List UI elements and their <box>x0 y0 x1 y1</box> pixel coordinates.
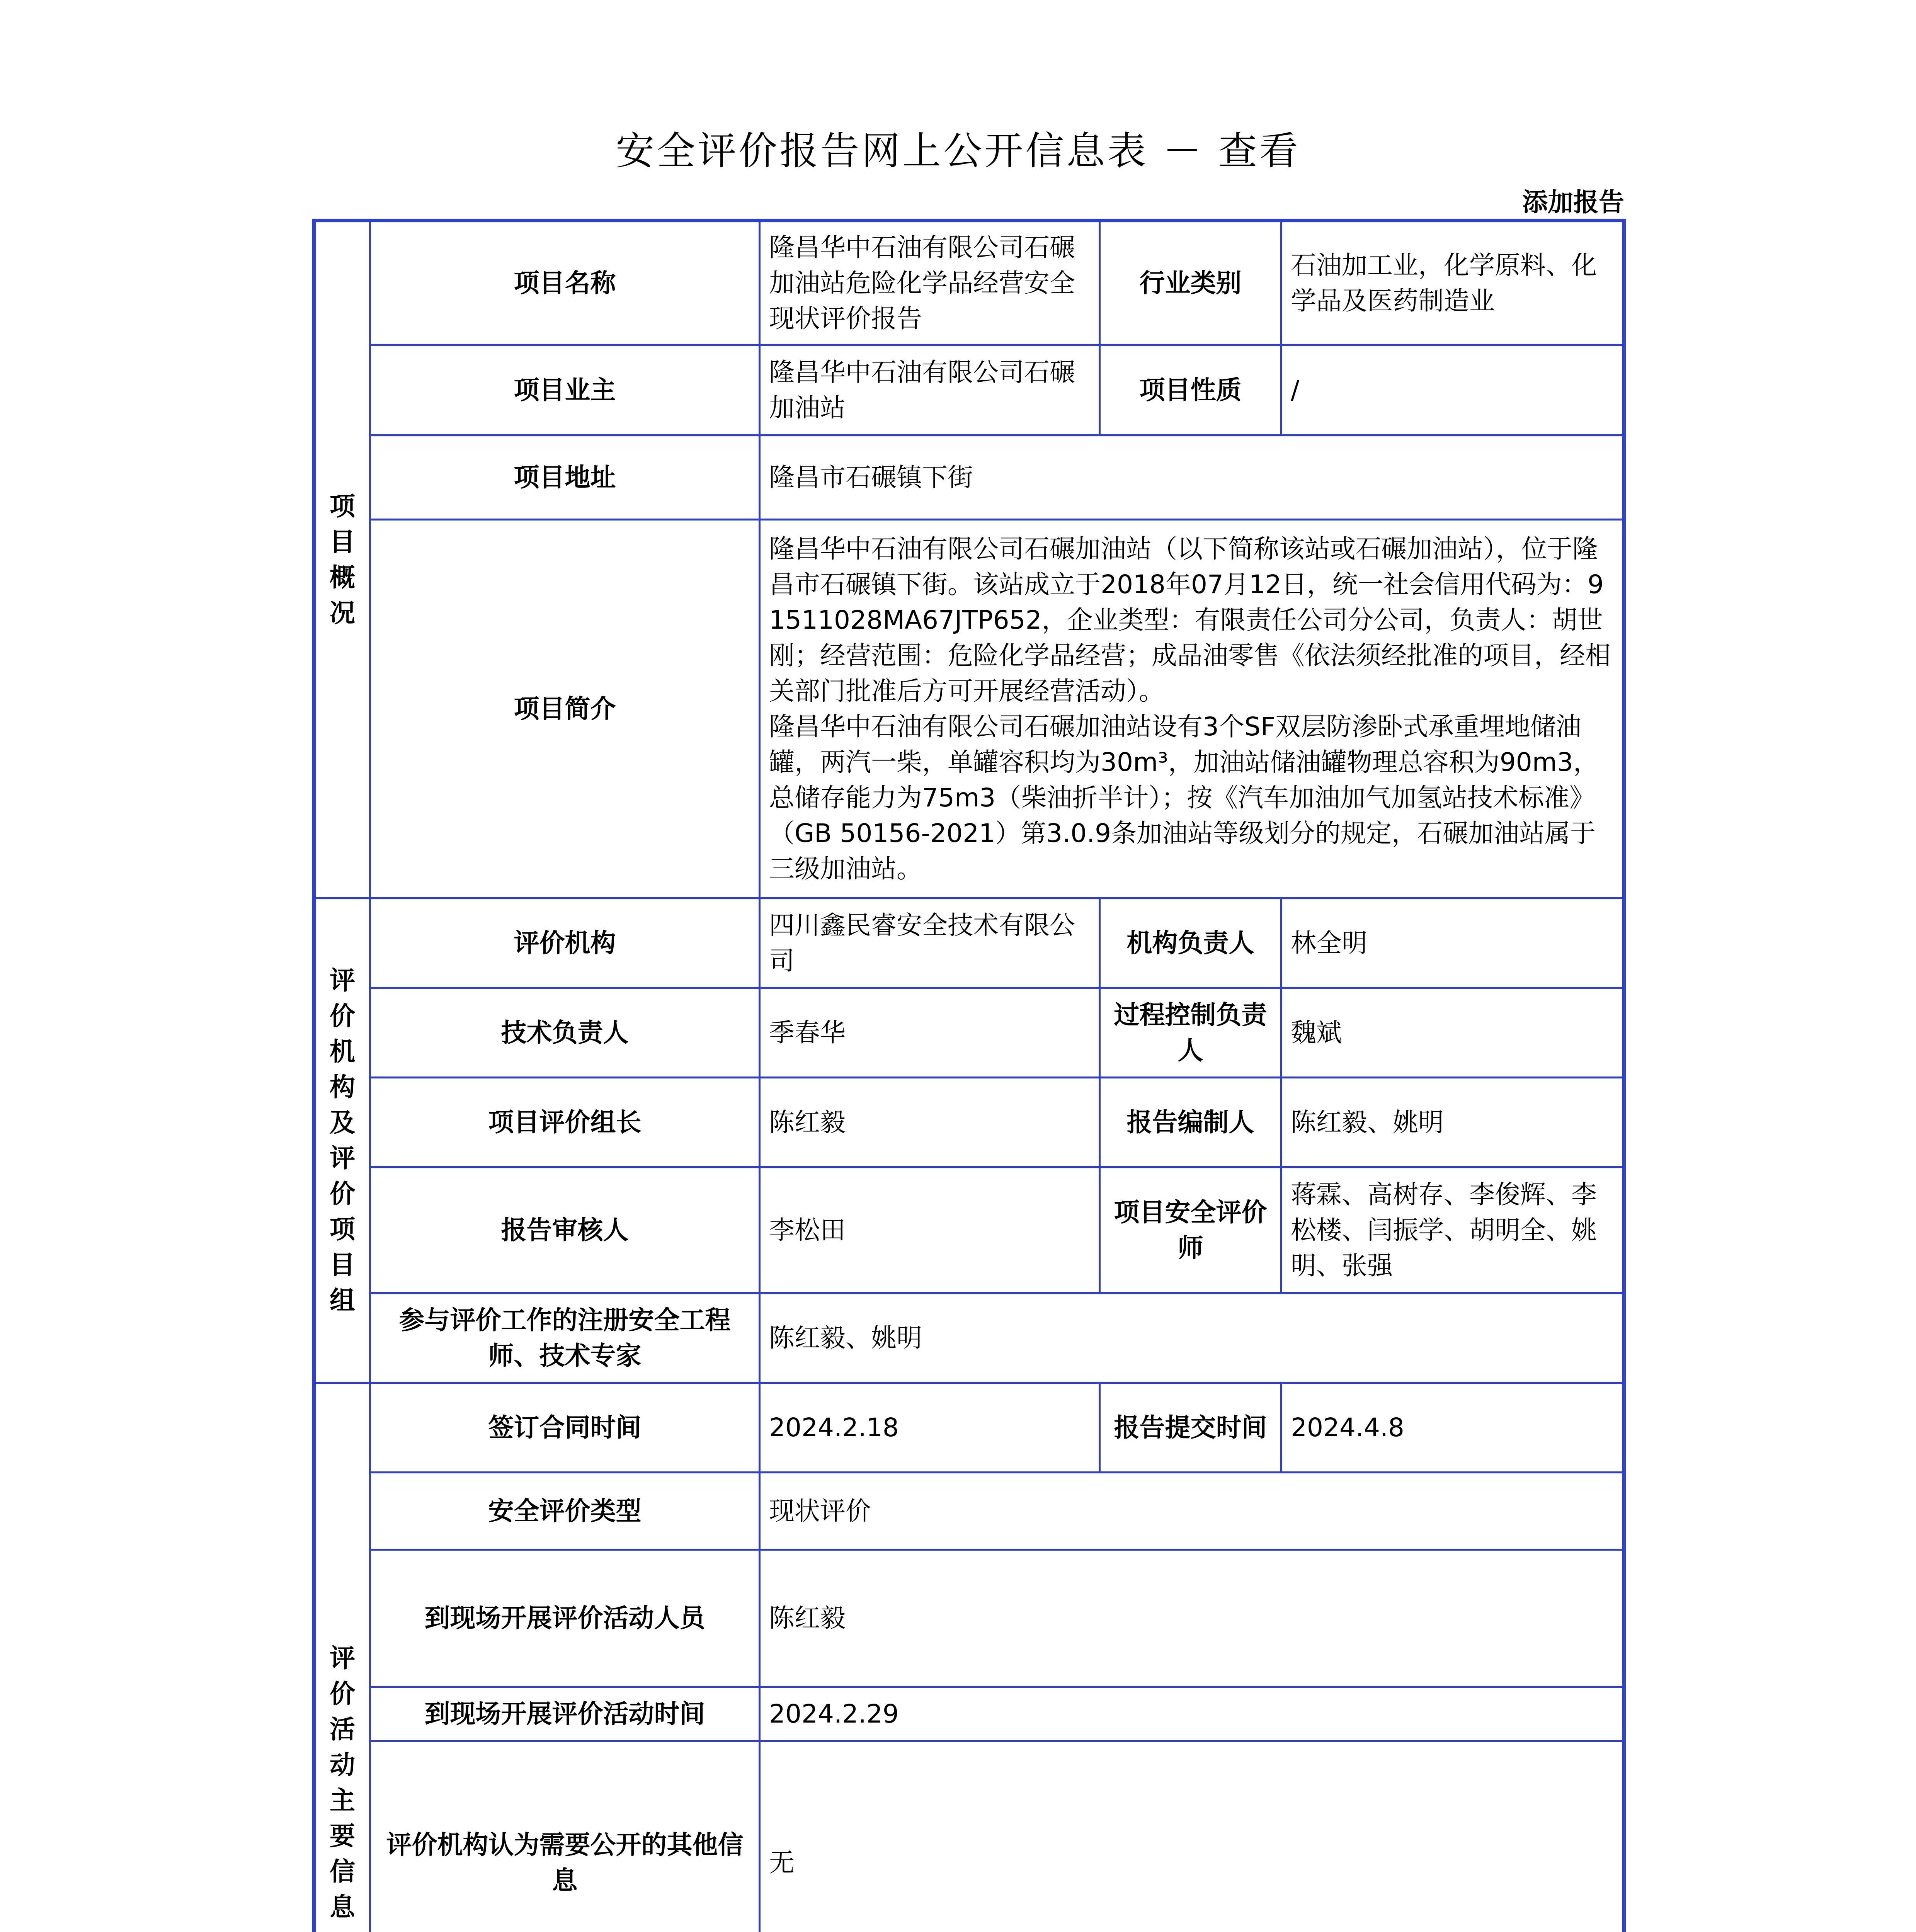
eval-type-label: 安全评价类型 <box>370 1473 760 1550</box>
row-team-leader <box>314 1078 1624 1167</box>
row-engineers <box>314 1293 1624 1383</box>
org-head-label: 机构负责人 <box>1100 898 1281 988</box>
evaluators-label: 项目安全评价师 <box>1100 1167 1281 1293</box>
row-project-name <box>314 221 1624 345</box>
row-other-info <box>314 1741 1624 1932</box>
team-leader-value: 陈红毅 <box>760 1078 1100 1167</box>
onsite-time-value: 2024.2.29 <box>760 1687 1624 1741</box>
row-reviewer <box>314 1167 1624 1293</box>
contract-time-label: 签订合同时间 <box>370 1383 760 1473</box>
process-head-label: 过程控制负责人 <box>1100 988 1281 1078</box>
reviewer-value: 李松田 <box>760 1167 1100 1293</box>
row-onsite-staff <box>314 1550 1624 1687</box>
engineers-value: 陈红毅、姚明 <box>760 1293 1624 1383</box>
eval-org-label: 评价机构 <box>370 898 760 988</box>
other-info-value: 无 <box>760 1741 1624 1932</box>
eval-org-value: 四川鑫民睿安全技术有限公司 <box>760 898 1100 988</box>
section-evaluation-activity: 评价活动主要信息 <box>314 1383 370 1932</box>
project-owner-value: 隆昌华中石油有限公司石碾加油站 <box>760 345 1100 435</box>
onsite-staff-label: 到现场开展评价活动人员 <box>370 1550 760 1687</box>
add-report-link[interactable]: 添加报告 <box>1522 187 1624 217</box>
row-tech-head <box>314 988 1624 1078</box>
row-project-address <box>314 435 1624 520</box>
submit-time-label: 报告提交时间 <box>1100 1383 1281 1473</box>
row-project-owner <box>314 345 1624 435</box>
row-onsite-time <box>314 1687 1624 1741</box>
report-author-value: 陈红毅、姚明 <box>1281 1078 1624 1167</box>
section-project-overview: 项目概况 <box>314 221 370 898</box>
page-title: 安全评价报告网上公开信息表 － 查看 <box>616 128 1300 173</box>
tech-head-value: 季春华 <box>760 988 1100 1078</box>
team-leader-label: 项目评价组长 <box>370 1078 760 1167</box>
tech-head-label: 技术负责人 <box>370 988 760 1078</box>
row-eval-type <box>314 1473 1624 1550</box>
section-evaluation-org: 评价机构及评价项目组 <box>314 898 370 1383</box>
industry-value: 石油加工业，化学原料、化学品及医药制造业 <box>1281 221 1624 345</box>
other-info-label: 评价机构认为需要公开的其他信息 <box>370 1741 760 1932</box>
project-owner-label: 项目业主 <box>370 345 760 435</box>
project-name-label: 项目名称 <box>370 221 760 345</box>
row-project-intro <box>314 520 1624 898</box>
process-head-value: 魏斌 <box>1281 988 1624 1078</box>
industry-label: 行业类别 <box>1100 221 1281 345</box>
onsite-time-label: 到现场开展评价活动时间 <box>370 1687 760 1741</box>
project-intro-label: 项目简介 <box>370 520 760 898</box>
info-table <box>312 219 1626 1932</box>
row-eval-org <box>314 898 1624 988</box>
org-head-value: 林全明 <box>1281 898 1624 988</box>
reviewer-label: 报告审核人 <box>370 1167 760 1293</box>
row-contract-time <box>314 1383 1624 1473</box>
submit-time-value: 2024.4.8 <box>1281 1383 1624 1473</box>
contract-time-value: 2024.2.18 <box>760 1383 1100 1473</box>
report-author-label: 报告编制人 <box>1100 1078 1281 1167</box>
project-nature-value: / <box>1281 345 1624 435</box>
project-intro-value: 隆昌华中石油有限公司石碾加油站（以下简称该站或石碾加油站），位于隆昌市石碾镇下街。该站成立于2018年07月12日，统一社会信用代码为：91511028MA67JTP652，企业类型：有限责任公司分公司，负责人：胡世刚；经营范围：危险化学品经营；成品油零售《依法须经批准的项目，经相关部门批准后方可开展经营活动）。 隆昌华中石油有限公司石碾加油站设有3个SF双层防渗卧式承重埋地储油罐，两汽一柴，单罐容积均为30m³，加油站储油罐物理总容积为90m3，总储存能力为75m3（柴油折半计）；按《汽车加油加气加氢站技术标准》（GB 50156-2021）第3.0.9条加油站等级划分的规定，石碾加油站属于三级加油站。 <box>760 520 1624 898</box>
project-address-label: 项目地址 <box>370 435 760 520</box>
project-nature-label: 项目性质 <box>1100 345 1281 435</box>
engineers-label: 参与评价工作的注册安全工程师、技术专家 <box>370 1293 760 1383</box>
onsite-staff-value: 陈红毅 <box>760 1550 1624 1687</box>
project-address-value: 隆昌市石碾镇下街 <box>760 435 1624 520</box>
eval-type-value: 现状评价 <box>760 1473 1624 1550</box>
project-name-value: 隆昌华中石油有限公司石碾加油站危险化学品经营安全现状评价报告 <box>760 221 1100 345</box>
evaluators-value: 蒋霖、高树存、李俊辉、李松楼、闫振学、胡明全、姚明、张强 <box>1281 1167 1624 1293</box>
